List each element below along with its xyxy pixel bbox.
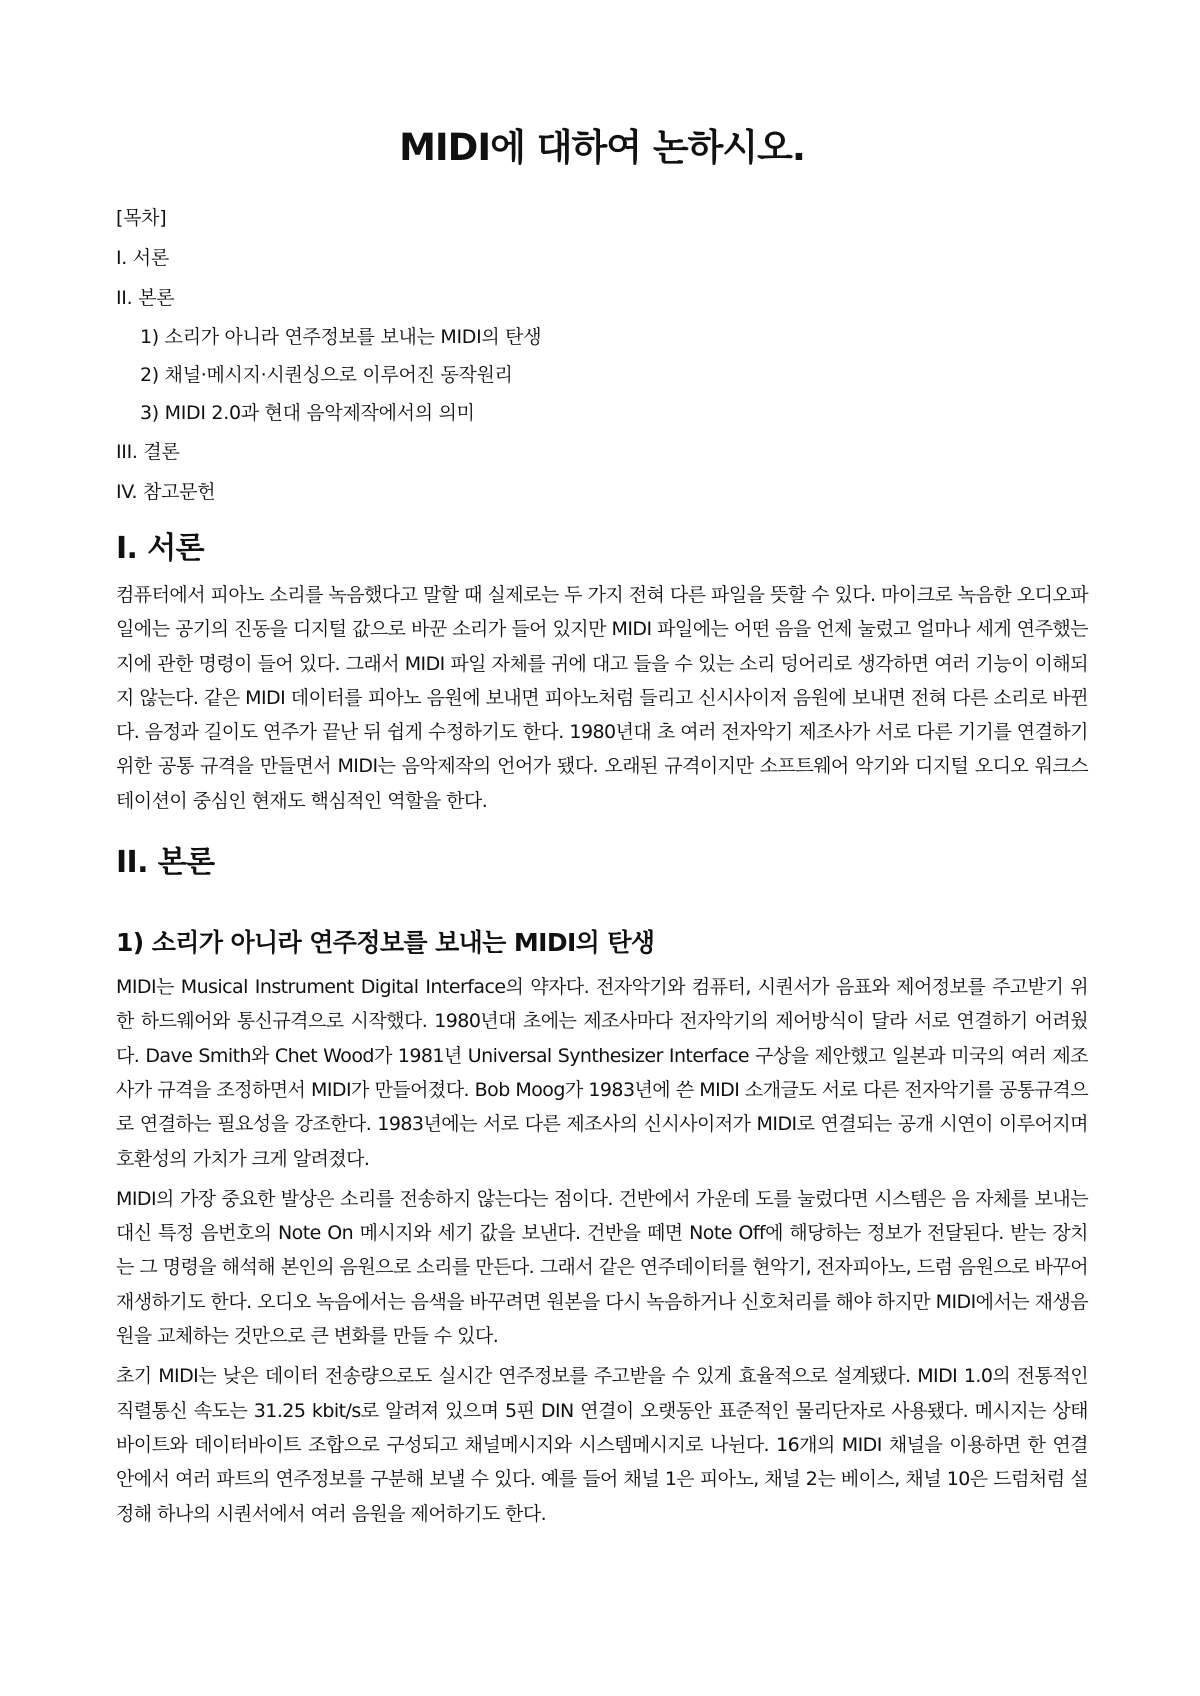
toc-subitem-1: 1) 소리가 아니라 연주정보를 보내는 MIDI의 탄생 [140, 326, 542, 348]
toc-subitem-2: 2) 채널·메시지·시퀀싱으로 이루어진 동작원리 [140, 364, 513, 386]
body-paragraph-2: MIDI의 가장 중요한 발상은 소리를 전송하지 않는다는 점이다. 건반에서 가운데 도를 눌렀다면 시스템은 음 자체를 보내는 대신 특정 음번호의 Note On 메시지와 세기 값을 보낸다. 건반을 떼면 Note Off에 해당하는 정보가 전달된다. 받는 장치는 그 명령을 해석해 본인의 음원으로 소리를 만든다. 그래서 같은 연주데이터를 현악기, 전자피아노, 드럼 음원으로 바꾸어 재생하기도 한다. 오디오 녹음에서는 음색을 바꾸려면 원본을 다시 녹음하거나 신호처리를 해야 하지만 MIDI에서는 재생음원을 교체하는 것만으로 큰 변화를 만들 수 있다. [116, 1187, 1088, 1348]
toc-item-body: II. 본론 [116, 287, 175, 309]
table-of-contents [116, 198, 1088, 512]
subsection-heading-1: 1) 소리가 아니라 연주정보를 보내는 MIDI의 탄생 [116, 928, 655, 958]
toc-heading: [목차] [116, 207, 167, 229]
toc-subitem-3: 3) MIDI 2.0과 현대 음악제작에서의 의미 [140, 402, 475, 424]
body-paragraph-3: 초기 MIDI는 낮은 데이터 전송량으로도 실시간 연주정보를 주고받을 수 있게 효율적으로 설계됐다. MIDI 1.0의 전통적인 직렬통신 속도는 31.25 kbit/s로 알려져 있으며 5핀 DIN 연결이 오랫동안 표준적인 물리단자로 사용됐다. 메시지는 상태바이트와 데이터바이트 조합으로 구성되고 채널메시지와 시스템메시지로 나뉜다. 16개의 MIDI 채널을 이용하면 한 연결 안에서 여러 파트의 연주정보를 구분해 보낼 수 있다. 예를 들어 채널 1은 피아노, 채널 2는 베이스, 채널 10은 드럼처럼 설정해 하나의 시퀀서에서 여러 음원을 제어하기도 한다. [116, 1365, 1088, 1525]
toc-item-intro: I. 서론 [116, 247, 169, 269]
body-paragraph-1: MIDI는 Musical Instrument Digital Interface의 약자다. 전자악기와 컴퓨터, 시퀀서가 음표와 제어정보를 주고받기 위한 하드웨어와 통신규격으로 시작했다. 1980년대 초에는 제조사마다 전자악기의 제어방식이 달라 서로 연결하기 어려웠다. Dave Smith와 Chet Wood가 1981년 Universal Synthesizer Interface 구상을 제안했고 일본과 미국의 여러 제조사가 규격을 조정하면서 MIDI가 만들어졌다. Bob Moog가 1983년에 쓴 MIDI 소개글도 서로 다른 전자악기를 공통규격으로 연결하는 필요성을 강조한다. 1983년에는 서로 다른 제조사의 신시사이저가 MIDI로 연결되는 공개 시연이 이루어지며 호환성의 가치가 크게 알려졌다. [116, 976, 1088, 1170]
intro-paragraph: 컴퓨터에서 피아노 소리를 녹음했다고 말할 때 실제로는 두 가지 전혀 다른 파일을 뜻할 수 있다. 마이크로 녹음한 오디오파일에는 공기의 진동을 디지털 값으로 바꾼 소리가 들어 있지만 MIDI 파일에는 어떤 음을 언제 눌렀고 얼마나 세게 연주했는지에 관한 명령이 들어 있다. 그래서 MIDI 파일 자체를 귀에 대고 들을 수 있는 소리 덩어리로 생각하면 여러 기능이 이해되지 않는다. 같은 MIDI 데이터를 피아노 음원에 보내면 피아노처럼 들리고 신시사이저 음원에 보내면 전혀 다른 소리로 바뀐다. 음정과 길이도 연주가 끝난 뒤 쉽게 수정하기도 한다. 1980년대 초 여러 전자악기 제조사가 서로 다른 기기를 연결하기 위한 공통 규격을 만들면서 MIDI는 음악제작의 언어가 됐다. 오래된 규격이지만 소프트웨어 악기와 디지털 오디오 워크스테이션이 중심인 현재도 핵심적인 역할을 한다. [116, 584, 1088, 812]
document-title: MIDI에 대하여 논하시오. [399, 126, 805, 169]
toc-item-conclusion: III. 결론 [116, 441, 180, 463]
document-page [116, 108, 1088, 1537]
toc-item-references: IV. 참고문헌 [116, 481, 216, 503]
section-heading-body: II. 본론 [116, 845, 215, 881]
section-heading-intro: I. 서론 [116, 531, 204, 566]
